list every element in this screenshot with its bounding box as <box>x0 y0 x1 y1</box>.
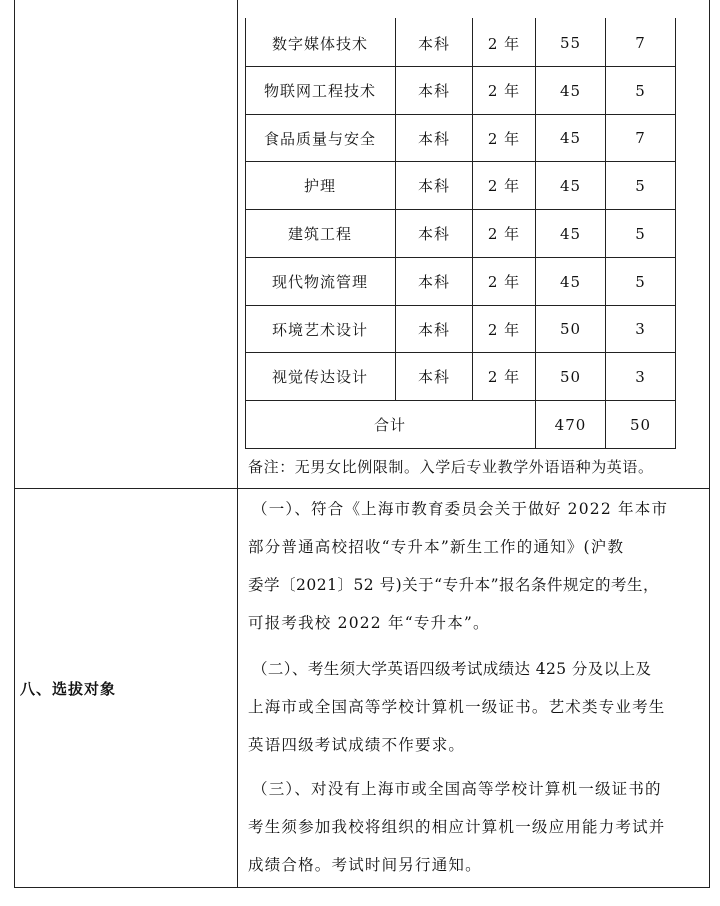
degree-level: 本科 <box>417 273 450 291</box>
enrollment-count-b: 3 <box>635 320 646 338</box>
table-note: 备注：无男女比例限制。入学后专业教学外语语种为英语。 <box>248 458 654 476</box>
paragraph-line: 部分普通高校招收“专升本”新生工作的通知》(沪教 <box>248 538 625 556</box>
major-name: 护理 <box>303 177 336 195</box>
requirement-paragraph-1 <box>248 490 710 642</box>
label-column-divider <box>237 0 238 888</box>
paragraph-line: 成绩合格。考试时间另行通知。 <box>248 856 482 874</box>
major-name: 数字媒体技术 <box>271 34 368 53</box>
major-name: 建筑工程 <box>287 225 352 243</box>
enrollment-count-a: 45 <box>559 224 582 243</box>
study-duration: 2 年 <box>487 225 521 243</box>
degree-level: 本科 <box>417 320 450 339</box>
study-duration: 2 年 <box>487 82 521 100</box>
enrollment-count-a: 45 <box>559 129 582 147</box>
paragraph-line: 委学〔2021〕52 号)关于“专升本”报名条件规定的考生， <box>248 576 659 594</box>
major-name: 环境艺术设计 <box>271 320 368 339</box>
requirement-paragraph-3 <box>248 770 710 884</box>
degree-level: 本科 <box>417 34 450 53</box>
total-count-a: 470 <box>554 415 587 434</box>
degree-level: 本科 <box>417 177 450 195</box>
degree-level: 本科 <box>417 82 450 100</box>
enrollment-count-a: 45 <box>559 176 582 195</box>
major-name: 视觉传达设计 <box>271 368 368 386</box>
study-duration: 2 年 <box>487 34 521 53</box>
table-row <box>245 258 395 305</box>
major-name: 现代物流管理 <box>271 273 368 291</box>
paragraph-line: 英语四级考试成绩不作要求。 <box>248 736 466 754</box>
degree-level: 本科 <box>417 368 450 386</box>
outer-bottom-border <box>14 887 710 888</box>
degree-level: 本科 <box>417 225 450 243</box>
study-duration: 2 年 <box>487 129 521 148</box>
enrollment-count-b: 3 <box>635 367 646 386</box>
study-duration: 2 年 <box>487 273 521 291</box>
table-row <box>245 210 395 257</box>
study-duration: 2 年 <box>487 368 521 386</box>
table-row <box>245 20 395 66</box>
requirement-paragraph-2 <box>248 650 710 764</box>
section-label: 八、选拔对象 <box>20 680 117 698</box>
paragraph-line: （二）、考生须大学英语四级考试成绩达 425 分及以上及 <box>252 660 652 678</box>
outer-left-border <box>14 0 15 888</box>
major-name: 物联网工程技术 <box>263 82 376 100</box>
enrollment-count-a: 50 <box>559 367 582 386</box>
paragraph-line: （一）、符合《上海市教育委员会关于做好 2022 年本市 <box>252 500 669 518</box>
enrollment-count-b: 5 <box>635 224 646 243</box>
paragraph-line: 上海市或全国高等学校计算机一级证书。艺术类专业考生 <box>248 698 666 716</box>
total-label: 合计 <box>373 416 406 434</box>
table-right-border <box>675 18 676 449</box>
enrollment-count-b: 7 <box>635 34 646 52</box>
table-row <box>245 162 395 209</box>
table-row <box>245 67 395 114</box>
table-row <box>245 353 395 400</box>
table-row <box>245 306 395 352</box>
total-count-b: 50 <box>629 415 652 434</box>
enrollment-count-a: 50 <box>559 320 582 338</box>
enrollment-count-b: 5 <box>635 81 646 100</box>
section-divider <box>14 488 710 489</box>
degree-level: 本科 <box>417 129 450 148</box>
enrollment-count-a: 55 <box>559 34 582 52</box>
study-duration: 2 年 <box>487 177 521 195</box>
study-duration: 2 年 <box>487 320 521 339</box>
enrollment-count-b: 5 <box>635 272 646 291</box>
paragraph-line: 可报考我校 2022 年“专升本”。 <box>248 614 490 632</box>
paragraph-line: 考生须参加我校将组织的相应计算机一级应用能力考试并 <box>248 818 666 836</box>
enrollment-count-a: 45 <box>559 81 582 100</box>
enrollment-count-b: 7 <box>635 129 646 147</box>
enrollment-count-b: 5 <box>635 176 646 195</box>
enrollment-count-a: 45 <box>559 272 582 291</box>
paragraph-line: （三）、对没有上海市或全国高等学校计算机一级证书的 <box>252 780 662 798</box>
major-name: 食品质量与安全 <box>263 129 376 148</box>
table-row <box>245 115 395 161</box>
table-bottom-line <box>245 448 676 449</box>
